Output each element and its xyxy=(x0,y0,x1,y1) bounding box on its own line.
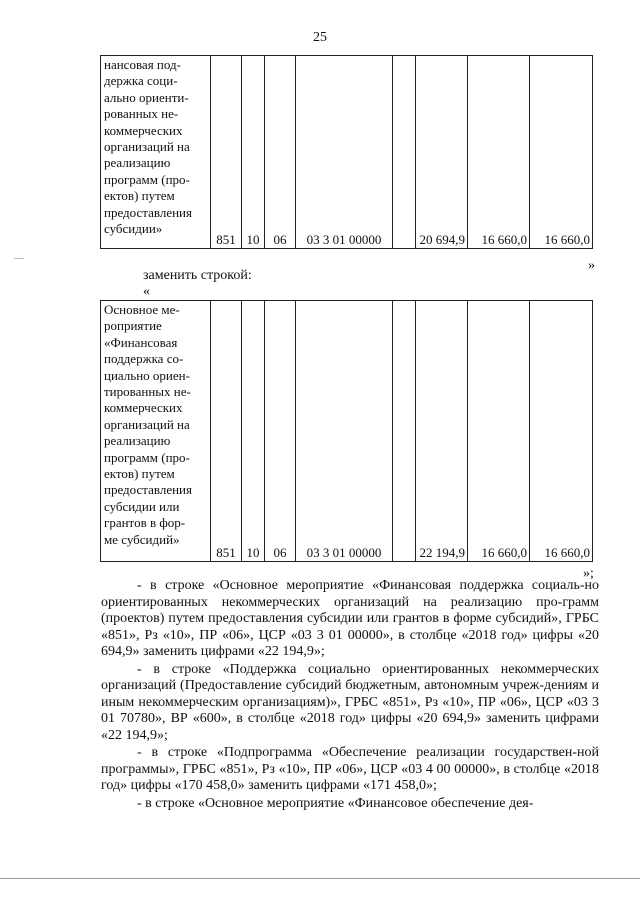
page-number: 25 xyxy=(313,30,327,45)
page-edge-line xyxy=(0,878,640,879)
vr-cell xyxy=(393,301,416,562)
row-name-cell: Основное ме- роприятие «Финансовая поддержка со- циально ориен- тированных не- коммерческих организаций на реализацию программ (про- ектов) путем предоставления субсидии или грантов в фор- ме субсидий» xyxy=(101,301,211,562)
paragraph: - в строке «Основное мероприятие «Финансовая поддержка социаль-но ориентированных некоммерческих организаций на реализацию про-грамм (проектов) путем предоставления субсидии или грантов в форме субсидий», ГРБС «851», Рз «10», ПР «06», ЦСР «03 3 01 00000», в столбце «2018 год» цифры «20 694,9» заменить цифрами «22 194,9»; xyxy=(101,578,599,659)
grbs-cell: 851 xyxy=(211,56,242,249)
pr-cell: 06 xyxy=(265,301,296,562)
closing-quote: »; xyxy=(583,566,594,581)
pr-cell: 06 xyxy=(265,56,296,249)
table-row xyxy=(101,56,593,249)
budget-table-original-row xyxy=(100,55,593,249)
csr-cell: 03 3 01 00000 xyxy=(296,301,393,562)
replace-label: заменить строкой: xyxy=(143,268,252,283)
year-2020-cell: 16 660,0 xyxy=(530,56,593,249)
replace-instruction xyxy=(143,268,252,300)
margin-mark xyxy=(14,258,24,259)
closing-quote: » xyxy=(588,258,595,273)
rz-cell: 10 xyxy=(242,56,265,249)
year-2020-cell: 16 660,0 xyxy=(530,301,593,562)
year-2018-cell: 20 694,9 xyxy=(416,56,468,249)
table-row xyxy=(101,301,593,562)
year-2018-cell: 22 194,9 xyxy=(416,301,468,562)
body-text xyxy=(101,578,599,813)
paragraph: - в строке «Поддержка социально ориентированных некоммерческих организаций (Предоставление субсидий бюджетным, автономным учреж-дениям и иным некоммерческим организациям)», ГРБС «851», Рз «10», ПР «06», ЦСР «03 3 01 70780», ВР «600», в столбце «2018 год» цифры «20 694,9» заменить цифрами «22 194,9»; xyxy=(101,661,599,743)
grbs-cell: 851 xyxy=(211,301,242,562)
opening-quote: « xyxy=(143,284,150,299)
row-name-cell: нансовая под- держка соци- ально ориенти- рованных не- коммерческих организаций на реализацию программ (про- ектов) путем предоставления субсидии» xyxy=(101,56,211,249)
budget-table-new-row xyxy=(100,300,593,562)
paragraph: - в строке «Подпрограмма «Обеспечение реализации государствен-ной программы», ГРБС «851», Рз «10», ПР «06», ЦСР «03 4 00 00000», в столбце «2018 год» цифры «170 458,0» заменить цифрами «171 458,0»; xyxy=(101,745,599,793)
year-2019-cell: 16 660,0 xyxy=(468,301,530,562)
rz-cell: 10 xyxy=(242,301,265,562)
vr-cell xyxy=(393,56,416,249)
csr-cell: 03 3 01 00000 xyxy=(296,56,393,249)
year-2019-cell: 16 660,0 xyxy=(468,56,530,249)
paragraph: - в строке «Основное мероприятие «Финансовое обеспечение дея- xyxy=(137,795,534,811)
